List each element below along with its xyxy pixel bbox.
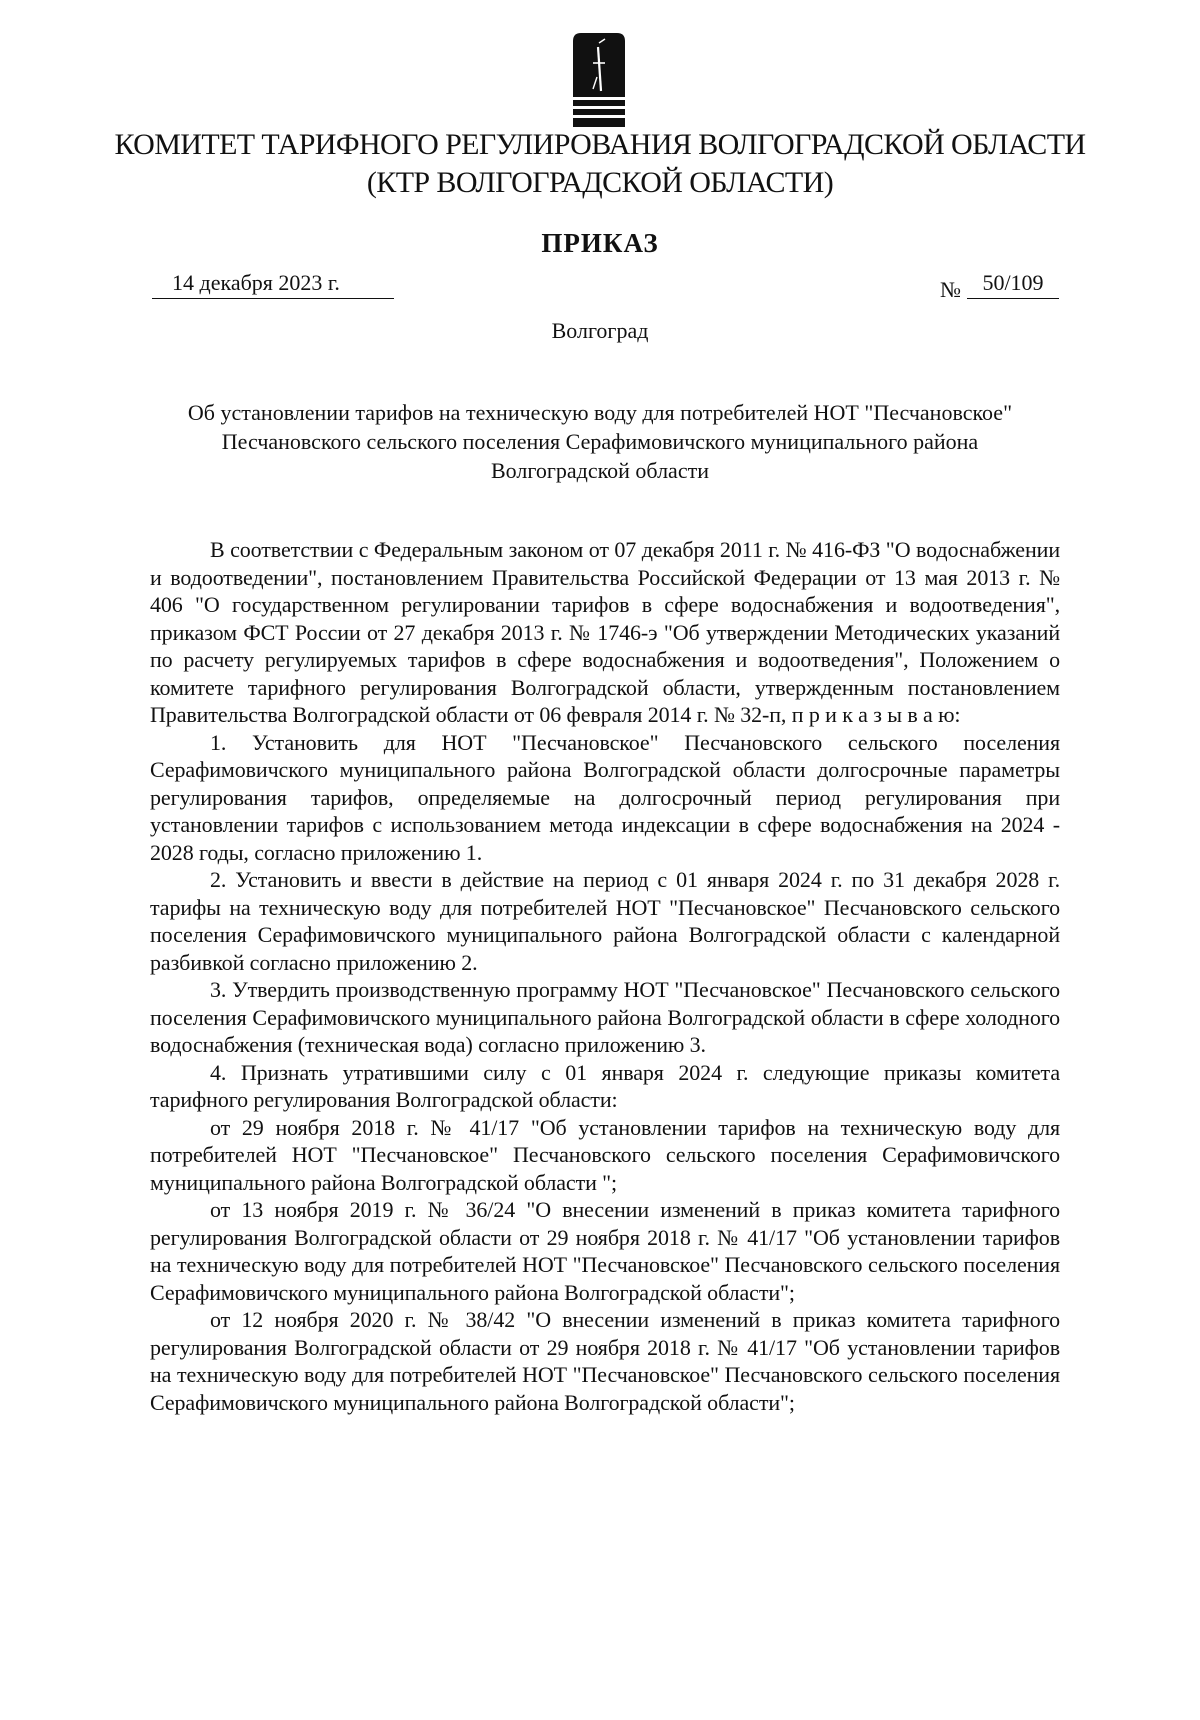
number-sign: № (940, 277, 961, 302)
subject-line-2: Песчановского сельского поселения Серафимовичского муниципального района (221, 429, 979, 454)
preamble-text: В соответствии с Федеральным законом от 07 декабря 2011 г. № 416-ФЗ "О водоснабжении и водоотведении", постановлением Правительства Российской Федерации от 13 мая 2013 г. № 406 "О государственном регулировании тарифов в сфере водоснабжения и водоотведения", приказом ФСТ России от 27 декабря 2013 г. № 1746-э "Об утверждении Методических указаний по расчету регулируемых тарифов в сфере водоснабжения и водоотведения", Положением о комитете тарифного регулирования Волгоградской области, утвержденным постановлением Правительства Волгоградской области от 06 февраля 2014 г. № 32-п, (150, 537, 1060, 727)
order-number: 50/109 (967, 268, 1059, 299)
document-type-title: ПРИКАЗ (541, 228, 659, 258)
item-4b-paragraph: от 13 ноября 2019 г. № 36/24 "О внесении изменений в приказ комитета тарифного регулирования Волгоградской области от 29 ноября 2018 г. № 41/17 "Об установлении тарифов на техническую воду для потребителей НОТ "Песчановское" Песчановского сельского поселения Серафимовичского муниципального района Волгоградской области"; (150, 1197, 1060, 1305)
volgograd-emblem-icon (571, 33, 627, 129)
committee-name (60, 126, 1140, 202)
order-date: 14 декабря 2023 г. (152, 268, 394, 299)
item-3-paragraph: 3. Утвердить производственную программу НОТ "Песчановское" Песчановского сельского поселения Серафимовичского муниципального района Волгоградской области в сфере холодного водоснабжения (техническая вода) согласно приложению 3. (150, 977, 1060, 1057)
order-subject (140, 398, 1060, 485)
order-number-block (940, 268, 1059, 302)
item-4a-paragraph: от 29 ноября 2018 г. № 41/17 "Об установлении тарифов на техническую воду для потребителей НОТ "Песчановское" Песчановского сельского поселения Серафимовичского муниципального района Волгоградской области "; (150, 1114, 1060, 1195)
preamble-paragraph (150, 536, 1060, 729)
item-4c-paragraph: от 12 ноября 2020 г. № 38/42 "О внесении изменений в приказ комитета тарифного регулирования Волгоградской области от 29 ноября 2018 г. № 41/17 "Об установлении тарифов на техническую воду для потребителей НОТ "Песчановское" Песчановского сельского поселения Серафимовичского муниципального района Волгоградской области"; (150, 1307, 1060, 1415)
committee-line-1: КОМИТЕТ ТАРИФНОГО РЕГУЛИРОВАНИЯ ВОЛГОГРАДСКОЙ ОБЛАСТИ (114, 128, 1086, 161)
item-2-paragraph: 2. Установить и ввести в действие на период с 01 января 2024 г. по 31 декабря 2028 г. тарифы на техническую воду для потребителей НОТ "Песчановское" Песчановского сельского поселения Серафимовичского муниципального района Волгоградской области с календарной разбивкой согласно приложению 2. (150, 867, 1060, 975)
city-name: Волгоград (551, 318, 649, 343)
item-4-paragraph: 4. Признать утратившими силу с 01 января 2024 г. следующие приказы комитета тарифного регулирования Волгоградской области: (150, 1059, 1060, 1112)
item-1-paragraph: 1. Установить для НОТ "Песчановское" Песчановского сельского поселения Серафимовичского муниципального района Волгоградской области долгосрочные параметры регулирования тарифов, определяемые на долгосрочный период регулирования при установлении тарифов с использованием метода индексации в сфере водоснабжения на 2024 - 2028 годы, согласно приложению 1. (150, 729, 1060, 865)
order-body (150, 536, 1060, 1416)
subject-line-1: Об установлении тарифов на техническую воду для потребителей НОТ "Песчановское" (187, 400, 1013, 425)
committee-line-2: (КТР ВОЛГОГРАДСКОЙ ОБЛАСТИ) (366, 166, 834, 199)
subject-line-3: Волгоградской области (491, 458, 709, 483)
decree-word: п р и к а з ы в а ю: (791, 702, 961, 727)
